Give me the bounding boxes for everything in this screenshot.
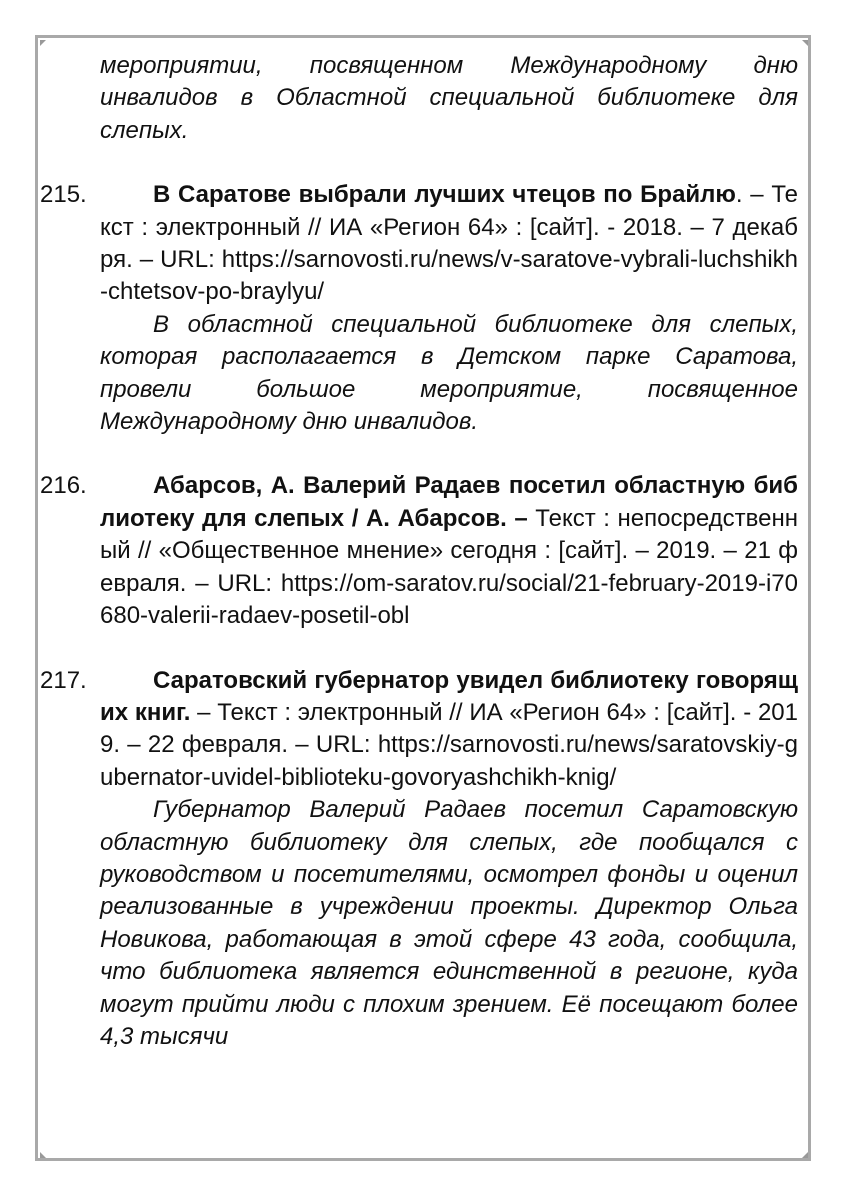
- entry-number: 216.: [40, 472, 87, 500]
- intro-continuation: мероприятии, посвященном Международному дню инвалидов в Областной специальной библиотеке для слепых.: [100, 52, 798, 144]
- corner-mark-top-left: [40, 40, 46, 46]
- entry-title: Абарсов, А. Валерий Радаев посетил областную библиотеку для слепых / А. Абарсов. –: [100, 472, 798, 532]
- entry-number: 215.: [40, 181, 87, 209]
- entry-title: В Саратове выбрали лучших чтецов по Брайлю: [153, 181, 736, 209]
- entry-title: Саратовский губернатор увидел библиотеку говорящих книг.: [100, 666, 798, 726]
- entry-citation: [40, 179, 798, 309]
- bibliography-entry-216: [40, 470, 798, 632]
- document-body: [40, 50, 798, 1053]
- entry-annotation: Губернатор Валерий Радаев посетил Саратовскую областную библиотеку для слепых, где пообщался с руководством и посетителями, осмотрел фонды и оценил реализованные в учреждении проекты. Директор Ольга Новикова, работающая в этой сфере 43 года, сообщила, что библиотека является единственной в регионе, куда могут прийти люди с плохим зрением. Её посещают более 4,3 тысячи: [100, 796, 798, 1050]
- entry-details[interactable]: . – Текст : электронный // ИА «Регион 64» : [сайт]. - 2018. – 7 декабря. – URL: https://sarnovosti.ru/news/v-saratove-vybrali-luchshikh-chtetsov-po-braylyu/: [100, 181, 798, 306]
- entry-number: 217.: [40, 666, 87, 694]
- entry-citation: [40, 665, 798, 795]
- corner-mark-bottom-left: [40, 1152, 46, 1158]
- bibliography-entry-215: [40, 179, 798, 438]
- corner-mark-bottom-right: [802, 1152, 808, 1158]
- entry-citation: [40, 470, 798, 632]
- entry-details[interactable]: – Текст : электронный // ИА «Регион 64» : [сайт]. - 2019. – 22 февраля. – URL: https://sarnovosti.ru/news/saratovskiy-gubernator-uvidel-biblioteku-govoryashchikh-knig/: [100, 698, 798, 791]
- bibliography-entry-217: [40, 665, 798, 1054]
- entry-details[interactable]: Текст : непосредственный // «Общественное мнение» сегодня : [сайт]. – 2019. – 21 февраля. – URL: https://om-saratov.ru/social/21-february-2019-i70680-valerii-radaev-posetil-obl: [100, 504, 798, 630]
- corner-mark-top-right: [802, 40, 808, 46]
- entry-annotation: В областной специальной библиотеке для слепых, которая располагается в Детском парке Саратова, провели большое мероприятие, посвященное Международному дню инвалидов.: [100, 310, 798, 436]
